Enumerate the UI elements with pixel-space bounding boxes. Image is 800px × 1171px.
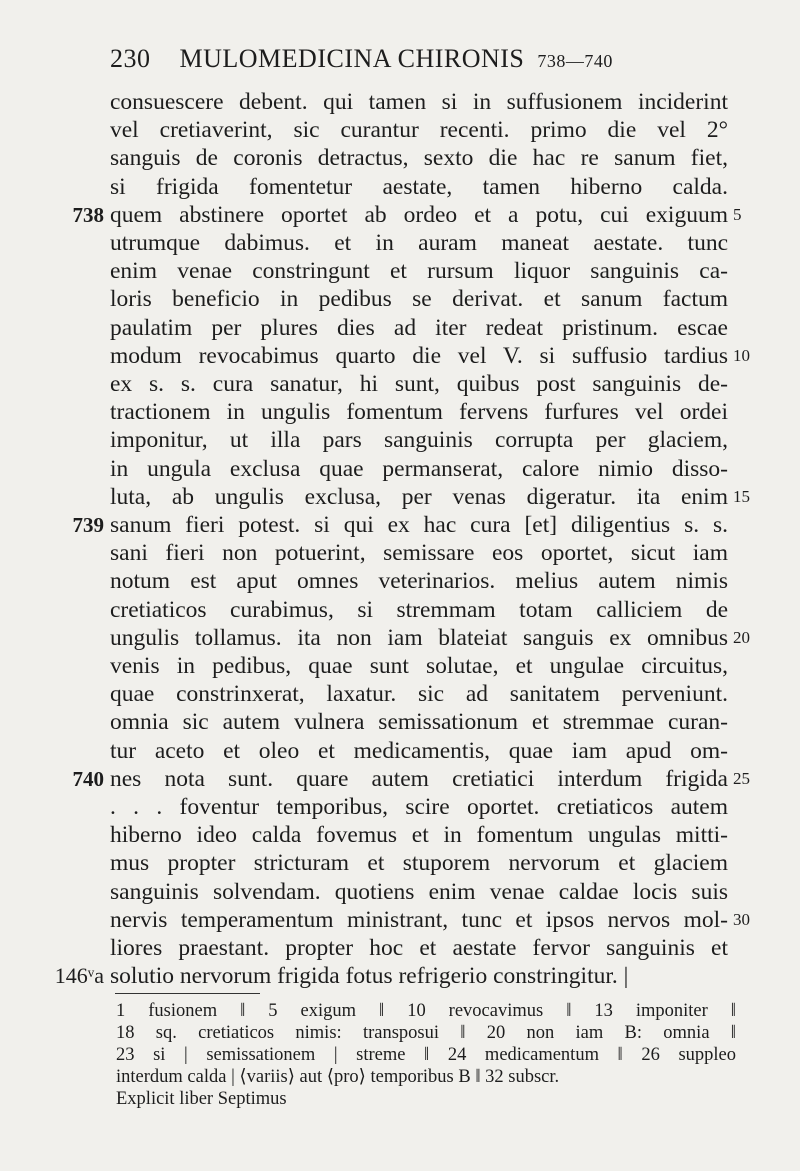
apparatus-line: 1 fusionem ‖ 5 exigum ‖ 10 revocavimus ‖ 13 imponiter ‖ (116, 1001, 736, 1021)
text-line: ex s. s. cura sanatur, hi sunt, quibus post sanguinis de- (110, 371, 728, 397)
line-number: 10 (733, 346, 750, 365)
text-line: . . . foventur temporibus, scire oportet. cretiaticos autem (110, 794, 728, 820)
text-line: notum est aput omnes veterinarios. melius autem nimis (110, 568, 728, 594)
line-number: 30 (733, 910, 750, 929)
apparatus-line: 23 si | semissationem | streme ‖ 24 medicamentum ‖ 26 suppleo (116, 1045, 736, 1065)
text-line: sanguinis solvendam. quotiens enim venae caldae locis suis (110, 879, 728, 905)
text-line: cretiaticos curabimus, si stremmam totam calliciem de (110, 597, 728, 623)
apparatus-line: interdum calda | ⟨variis⟩ aut ⟨pro⟩ temporibus B ‖ 32 subscr. (116, 1067, 560, 1087)
section-number: 739 (72, 513, 104, 537)
text-line: enim venae constringunt et rursum liquor sanguinis ca- (110, 258, 728, 284)
text-line: modum revocabimus quarto die vel V. si suffusio tardius (110, 343, 728, 369)
text-line: omnia sic autem vulnera semissationum et stremmae curan- (110, 709, 728, 735)
footnote-rule (115, 993, 260, 994)
text-line: solutio nervorum frigida fotus refrigerio constringitur. | (110, 963, 629, 989)
text-line: hiberno ideo calda fovemus et in fomentum ungulas mitti- (110, 822, 728, 848)
section-number: 738 (72, 203, 104, 227)
text-line: si frigida fomentetur aestate, tamen hiberno calda. (110, 174, 728, 200)
text-line: quae constrinxerat, laxatur. sic ad sanitatem perveniunt. (110, 681, 728, 707)
text-line: mus propter stricturam et stuporem nervorum et glaciem (110, 850, 728, 876)
apparatus-line: 18 sq. cretiaticos nimis: transposui ‖ 20 non iam B: omnia ‖ (116, 1023, 736, 1043)
text-line: sanguis de coronis detractus, sexto die hac re sanum fiet, (110, 145, 728, 171)
line-number: 5 (733, 205, 742, 224)
text-line: luta, ab ungulis exclusa, per venas digeratur. ita enim (110, 484, 728, 510)
section-number: 740 (72, 767, 104, 791)
section-range: 738—740 (537, 51, 613, 71)
text-line: liores praestant. propter hoc et aestate fervor sanguinis et (110, 935, 728, 961)
text-line: sani fieri non potuerint, semissare eos oportet, sicut iam (110, 540, 728, 566)
text-line: quem abstinere oportet ab ordeo et a potu, cui exiguum (110, 202, 728, 228)
line-number: 15 (733, 487, 750, 506)
running-header (110, 44, 613, 74)
line-number: 20 (733, 628, 750, 647)
text-line: in ungula exclusa quae permanserat, calore nimio disso- (110, 456, 728, 482)
text-line: venis in pedibus, quae sunt solutae, et ungulae circuitus, (110, 653, 728, 679)
text-line: loris beneficio in pedibus se derivat. et sanum factum (110, 286, 728, 312)
text-line: utrumque dabimus. et in auram maneat aestate. tunc (110, 230, 728, 256)
text-line: vel cretiaverint, sic curantur recenti. primo die vel 2° (110, 117, 728, 143)
text-line: paulatim per plures dies ad iter redeat pristinum. escae (110, 315, 728, 341)
text-line: imponitur, ut illa pars sanguinis corrupta per glaciem, (110, 427, 728, 453)
text-line: tractionem in ungulis fomentum fervens furfures vel ordei (110, 399, 728, 425)
line-number: 25 (733, 769, 750, 788)
text-line: sanum fieri potest. si qui ex hac cura [et] diligentius s. s. (110, 512, 728, 538)
running-title: MULOMEDICINA CHIRONIS (179, 44, 525, 73)
page-number: 230 (110, 44, 151, 73)
text-line: tur aceto et oleo et medicamentis, quae iam apud om- (110, 738, 728, 764)
apparatus-line: Explicit liber Septimus (116, 1089, 287, 1109)
text-line: consuescere debent. qui tamen si in suffusionem inciderint (110, 89, 728, 115)
text-line: ungulis tollamus. ita non iam blateiat sanguis ex omnibus (110, 625, 728, 651)
text-line: nervis temperamentum ministrant, tunc et ipsos nervos mol- (110, 907, 728, 933)
text-line: nes nota sunt. quare autem cretiatici interdum frigida (110, 766, 728, 792)
section-number: 146ᵛa (54, 963, 104, 988)
